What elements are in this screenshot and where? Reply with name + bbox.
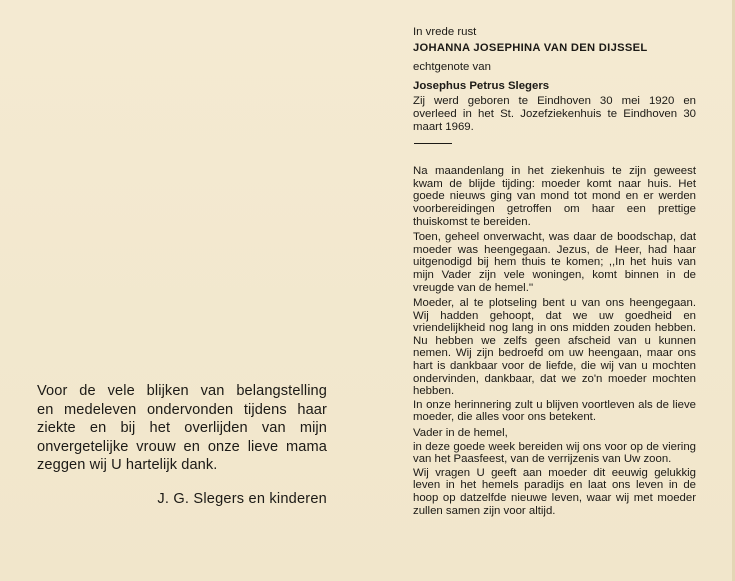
life-dates: Zij werd geboren te Eindhoven 30 mei 1920 en overleed in het St. Jozefziekenhuis te Eindhoven 30 maart 1969. [413, 95, 696, 133]
deceased-name: JOHANNA JOSEPHINA VAN DEN DIJSSEL [413, 41, 648, 54]
thanks-line: ziekte en bij het overlijden van mijn [37, 420, 327, 437]
thanks-line: zeggen wij U hartelijk dank. [37, 457, 218, 474]
intro-text: In vrede rust [413, 26, 477, 38]
thanks-line: en medeleven ondervonden tijdens haar [37, 401, 327, 418]
body-paragraph: Na maandenlang in het ziekenhuis te zijn geweest kwam de blijde tijding: moeder komt naar huis. Het goede nieuws ging van mond tot mond en er werden voorbereidingen getroffen om haar een prettige thuiskomst te bereiden. [413, 165, 696, 228]
body-paragraph: in deze goede week bereiden wij ons voor op de viering van het Paasfeest, van de verrijzenis van Uw zoon. [413, 440, 696, 466]
prayer-opening: Vader in de hemel, [413, 427, 508, 440]
body-paragraph: Moeder, al te plotseling bent u van ons heengegaan. Wij hadden gehoopt, dat we uw goedheid en vriendelijkheid nog lang in ons midden zouden hebben. Nu hebben we zelfs geen afscheid van u kunnen nemen. Wij zijn bedroefd om uw heengaan, maar ons hart is dankbaar voor de liefde, die wij van u mochten ondervinden, dankbaar, dat we zo'n moeder mochten hebben. [413, 297, 696, 398]
signature: J. G. Slegers en kinderen [157, 490, 327, 507]
body-paragraph: Toen, geheel onverwacht, was daar de boodschap, dat moeder was heengegaan. Jezus, de Heer, had haar uitgenodigd bij hem thuis te komen; ,,In het huis van mijn Vader zijn vele woningen, komt binnen in de vreugde van de hemel.'' [413, 231, 696, 294]
spouse-label: echtgenote van [413, 61, 491, 74]
thanks-line: Voor de vele blijken van belangstelling [37, 383, 327, 399]
obituary-panel [413, 26, 696, 520]
divider [414, 143, 452, 144]
thanks-line: onvergetelijke vrouw en onze lieve mama [37, 438, 327, 455]
spouse-name: Josephus Petrus Slegers [413, 79, 550, 92]
body-paragraph: In onze herinnering zult u blijven voortleven als de lieve moeder, die alles voor ons betekent. [413, 398, 696, 424]
thanks-panel [37, 382, 327, 507]
thanks-message [37, 382, 327, 475]
body-paragraph: Wij vragen U geeft aan moeder dit eeuwig gelukkig leven in het hemels paradijs en laat ons leven in de hoop op datzelfde nieuwe leven, waar wij met moeder zullen samen zijn voor altijd. [413, 466, 696, 517]
